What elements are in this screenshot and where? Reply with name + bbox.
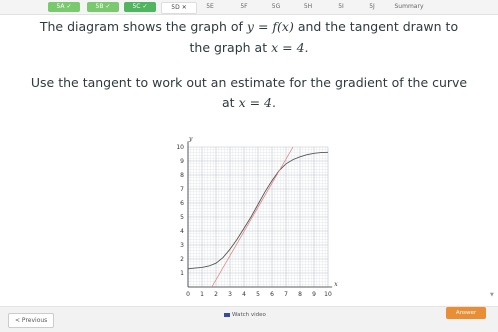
- x-tick-label: 10: [324, 291, 332, 298]
- tab-label: 5F: [240, 3, 248, 10]
- tab-5b[interactable]: [87, 2, 119, 12]
- x-tick-label: 9: [312, 291, 316, 298]
- question-text: at: [222, 95, 239, 110]
- previous-button[interactable]: < Previous: [8, 313, 54, 328]
- tab-label: Summary: [394, 3, 424, 10]
- y-tick-label: 8: [180, 172, 184, 179]
- tab-label: 5J: [369, 3, 375, 10]
- question-math: x = 4.: [238, 95, 276, 110]
- question-math: x = 4.: [271, 40, 309, 55]
- tab-5e[interactable]: [200, 2, 220, 12]
- x-tick-label: 8: [298, 291, 302, 298]
- y-tick-label: 2: [180, 256, 184, 263]
- y-tick-label: 10: [176, 144, 184, 151]
- x-axis-label: x: [334, 281, 338, 288]
- tab-label: 5H: [303, 3, 313, 10]
- y-tick-label: 5: [180, 214, 184, 221]
- video-icon: [224, 313, 230, 317]
- answer-button[interactable]: Answer: [446, 307, 486, 319]
- tab-5g[interactable]: [266, 2, 286, 12]
- tab-label: 5C: [132, 3, 141, 10]
- y-axis-label: y: [189, 137, 193, 143]
- check-icon: ✓: [105, 3, 111, 10]
- tab-label: 5A: [56, 3, 65, 10]
- check-icon: ✓: [66, 3, 72, 10]
- tab-5j[interactable]: [362, 2, 382, 12]
- question-line-1: [0, 19, 498, 34]
- check-icon: ✓: [142, 3, 148, 10]
- x-tick-label: 5: [256, 291, 260, 298]
- cross-icon: ✕: [181, 4, 187, 11]
- watch-video-label: Watch video: [232, 312, 266, 318]
- question-line-4: [0, 95, 498, 110]
- tab-summary[interactable]: [390, 2, 428, 12]
- y-tick-label: 6: [180, 200, 184, 207]
- question-text: the graph at: [189, 40, 272, 55]
- x-tick-label: 3: [228, 291, 232, 298]
- function-graph: [150, 137, 340, 307]
- question-line-3: [0, 75, 498, 90]
- watch-video-link[interactable]: [224, 312, 266, 318]
- tab-5i[interactable]: [331, 2, 351, 12]
- x-tick-label: 1: [200, 291, 204, 298]
- y-tick-label: 3: [180, 242, 184, 249]
- tab-label: 5D: [171, 4, 180, 11]
- x-tick-label: 7: [284, 291, 288, 298]
- question-line-2: [0, 40, 498, 55]
- question-text: and the tangent drawn to: [293, 19, 459, 34]
- tab-5a[interactable]: [48, 2, 80, 12]
- question-text: The diagram shows the graph of: [39, 19, 247, 34]
- tab-label: 5G: [271, 3, 281, 10]
- x-tick-label: 0: [186, 291, 190, 298]
- footer-bar: [0, 306, 498, 332]
- scroll-down-icon[interactable]: ▼: [490, 292, 494, 298]
- tab-label: 5E: [206, 3, 214, 10]
- tab-5d[interactable]: [161, 2, 197, 14]
- tab-5h[interactable]: [298, 2, 318, 12]
- x-tick-label: 6: [270, 291, 274, 298]
- x-tick-label: 4: [242, 291, 246, 298]
- tab-5c[interactable]: [124, 2, 156, 12]
- tab-label: 5I: [338, 3, 344, 10]
- question-math: y = f(x): [246, 19, 294, 34]
- x-tick-label: 2: [214, 291, 218, 298]
- question-text: Use the tangent to work out an estimate for the gradient of the curve: [30, 75, 468, 90]
- y-tick-label: 7: [180, 186, 184, 193]
- tab-label: 5B: [95, 3, 104, 10]
- y-tick-label: 9: [180, 158, 184, 165]
- y-tick-label: 4: [180, 228, 184, 235]
- tab-5f[interactable]: [234, 2, 254, 12]
- y-tick-label: 1: [180, 270, 184, 277]
